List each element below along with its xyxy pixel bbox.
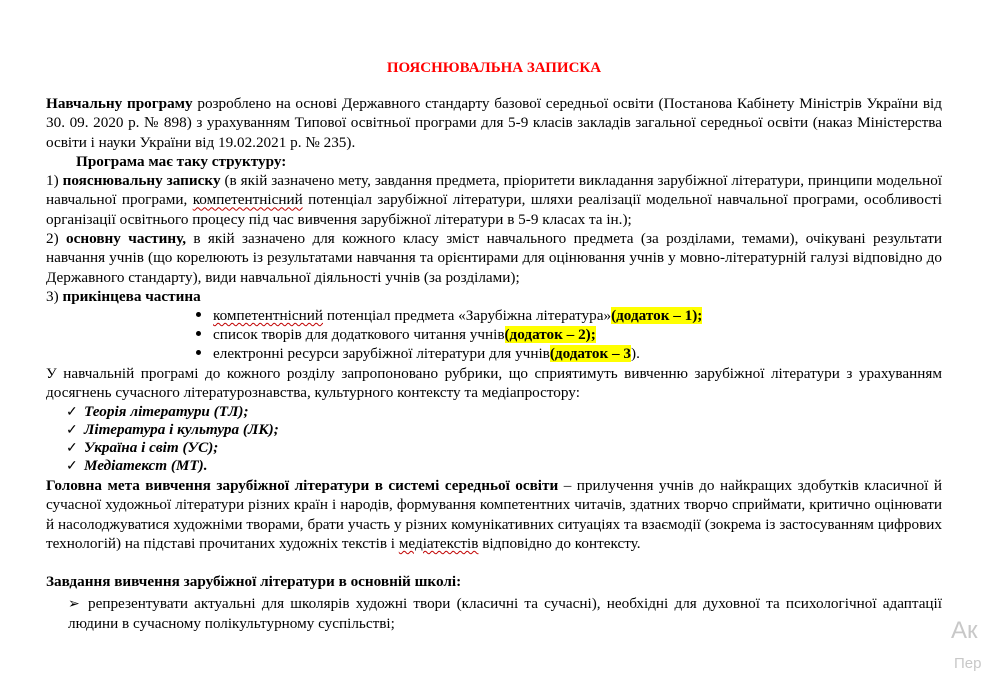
appendix-item: список творів для додаткового читання учнів(додаток – 2); xyxy=(196,325,596,344)
goal-paragraph: Головна мета вивчення зарубіжної літератури в системі середньої освіти – прилучення учнів до найкращих здобутків класичної й сучасної художньої літератури різних країн і народів, формування компетентних читачів, здатних творчо сприймати, критично оцінювати й насолоджуватися художніми творами, брати участь у різних комунікативних ситуаціях та взаємодії (зокрема із застосуванням цифрових технологій) на підставі прочитаних художніх текстів і медіатекстів відповідно до контексту. xyxy=(46,477,942,553)
structure-part-1: 1) пояснювальну записку (в якій зазначено мету, завдання предмета, пріоритети викладання зарубіжної літератури, принципи модельної навчальної програми, компетентнісний потенціал зарубіжної літератури, шляхи реалізації модельної навчальної програми, особливості організації освітнього процесу під час вивчення зарубіжної літератури в 5-9 класах та ін.); xyxy=(46,172,943,228)
checkmark-icon: ✓ xyxy=(66,423,78,438)
document-title: ПОЯСНЮВАЛЬНА ЗАПИСКА xyxy=(386,60,602,76)
activation-watermark-title: Ак xyxy=(951,617,978,644)
structure-heading: Програма має таку структуру: xyxy=(76,153,287,170)
arrow-bullet-icon: ➢ xyxy=(68,597,80,612)
intro-paragraph xyxy=(46,94,942,152)
goal-lead: Головна мета вивчення зарубіжної літератури в системі середньої освіти xyxy=(46,477,559,494)
checkmark-icon: ✓ xyxy=(66,441,78,456)
part-2-lead: основну частину, xyxy=(66,230,186,247)
structure-part-2: 2) основну частину, в якій зазначено для кожного класу зміст навчального предмета (за розділами, темами), очікувані результати навчання учнів (що корелюють із результатами навчання та орієнтирами для оцінювання учнів у мовно-літературній галузі відповідно до Державного стандарту), види навчальної діяльності учнів (за розділами); xyxy=(46,230,943,286)
bullet-icon xyxy=(196,331,201,336)
bullet-icon xyxy=(196,350,201,355)
checkmark-icon: ✓ xyxy=(66,459,78,474)
structure-part-3: 3) прикінцева частина xyxy=(46,288,201,305)
appendix-item: електронні ресурси зарубіжної літератури для учнів(додаток – 3). xyxy=(196,344,640,363)
rubric-item: ✓ Література і культура (ЛК); xyxy=(66,420,279,440)
rubric-item: ✓ Україна і світ (УС); xyxy=(66,438,218,458)
checkmark-icon: ✓ xyxy=(66,405,78,420)
part-1-lead: пояснювальну записку xyxy=(62,172,221,189)
appendix-item: компетентнісний потенціал предмета «Зарубіжна література»(додаток – 1); xyxy=(196,306,702,325)
intro-text: розроблено на основі Державного стандарту базової середньої освіти (Постанова Кабінету Міністрів України від 30. 09. 2020 р. № 898) з урахуванням Типової освітньої програми для 5-9 класів закладів загальної середньої освіти (наказ Міністерства освіти і науки України від 19.02.2021 р. № 235). xyxy=(46,95,943,151)
task-item: ➢ репрезентувати актуальні для школярів художні твори (класичні та сучасні), необхідні для духовної та психологічної адаптації людини в сучасному полікультурному суспільстві; xyxy=(68,595,942,633)
rubric-item: ✓ Теорія літератури (ТЛ); xyxy=(66,402,249,422)
tasks-heading: Завдання вивчення зарубіжної літератури в основній школі: xyxy=(46,573,462,590)
intro-lead: Навчальну програму xyxy=(46,95,193,112)
activation-watermark-subtitle: Пер xyxy=(954,655,982,672)
bullet-icon xyxy=(196,312,201,317)
rubric-item: ✓ Медіатекст (МТ). xyxy=(66,456,208,476)
rubrics-intro: У навчальній програмі до кожного розділу запропоновано рубрики, що сприятимуть вивченню зарубіжної літератури з урахуванням досягнень сучасного літературознавства, культурного контексту та медіапростору: xyxy=(46,365,942,402)
